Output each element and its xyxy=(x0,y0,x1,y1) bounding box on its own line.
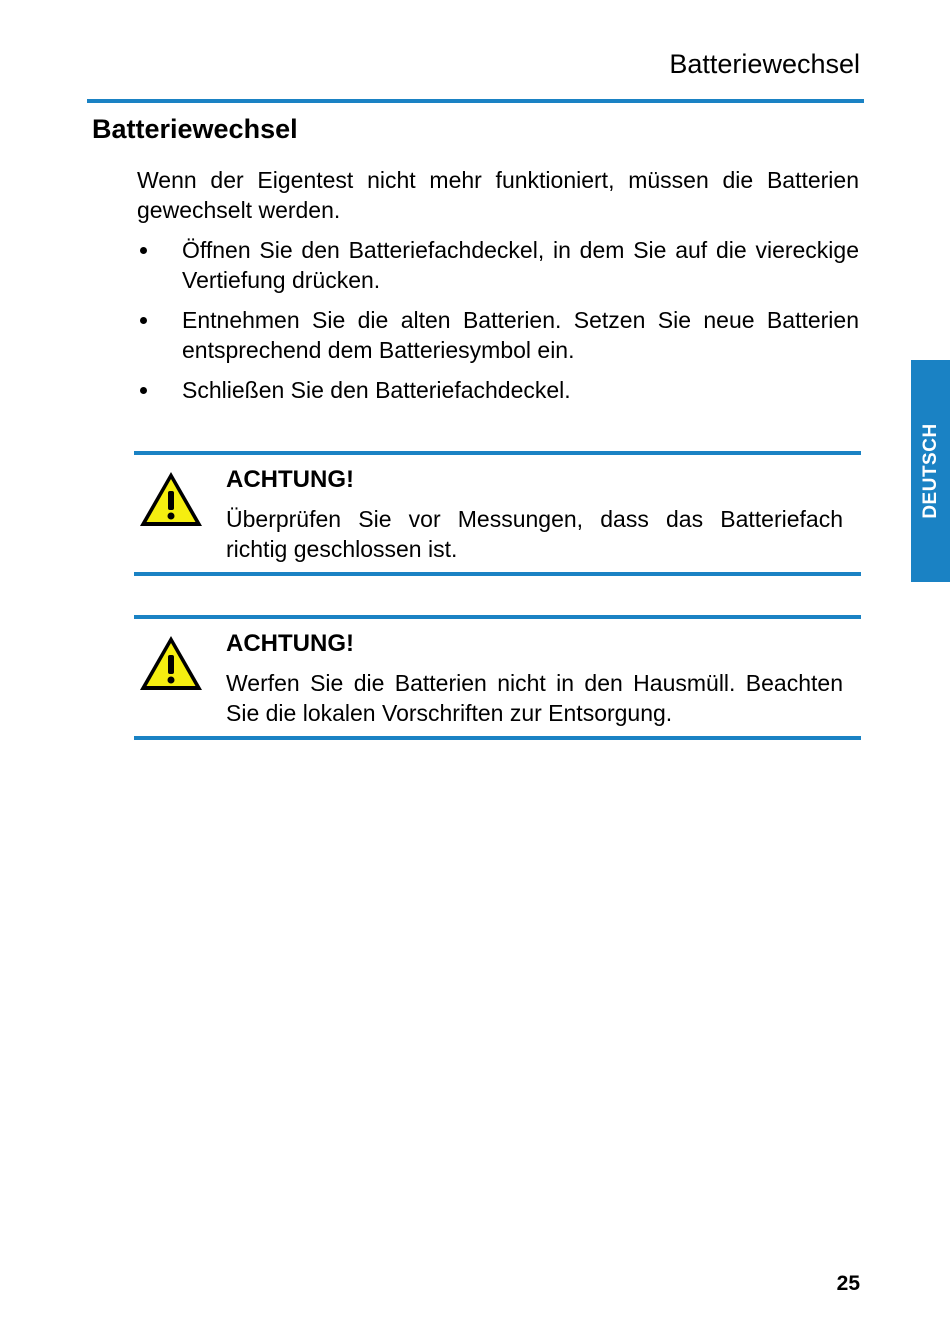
warning-text: Werfen Sie die Batterien nicht in den Hausmüll. Beachten Sie die lokalen Vorschriften zur Entsorgung. xyxy=(226,670,843,726)
language-side-tab xyxy=(911,360,950,582)
warning-text: Überprüfen Sie vor Messungen, dass das Batteriefach richtig geschlossen ist. xyxy=(226,506,843,562)
list-item xyxy=(137,375,859,405)
warning-box xyxy=(134,615,861,742)
warning-title: ACHTUNG! xyxy=(226,630,354,657)
list-item xyxy=(137,305,859,365)
warning-top-rule xyxy=(134,451,861,455)
bullet-icon xyxy=(140,387,147,394)
bullet-icon xyxy=(140,317,147,324)
warning-bottom-rule xyxy=(134,736,861,740)
page-number: 25 xyxy=(836,1272,860,1295)
section-heading: Batteriewechsel xyxy=(92,114,298,144)
warning-bottom-rule xyxy=(134,572,861,576)
warning-triangle-icon xyxy=(138,470,204,528)
header-rule xyxy=(87,99,864,103)
list-item-text: Schließen Sie den Batteriefachdeckel. xyxy=(182,377,571,403)
warning-title: ACHTUNG! xyxy=(226,466,354,493)
instruction-list xyxy=(137,235,859,415)
intro-paragraph: Wenn der Eigentest nicht mehr funktioniert, müssen die Batterien gewechselt werden. xyxy=(137,167,859,223)
warning-box xyxy=(134,451,861,578)
list-item xyxy=(137,235,859,295)
page-header-title: Batteriewechsel xyxy=(669,49,860,79)
warning-top-rule xyxy=(134,615,861,619)
list-item-text: Entnehmen Sie die alten Batterien. Setzen Sie neue Batterien entsprechend dem Batteriesymbol ein. xyxy=(182,307,859,363)
bullet-icon xyxy=(140,247,147,254)
language-side-tab-label: DEUTSCH xyxy=(919,423,941,519)
list-item-text: Öffnen Sie den Batteriefachdeckel, in dem Sie auf die viereckige Vertiefung drücken. xyxy=(182,237,859,293)
warning-triangle-icon xyxy=(138,634,204,692)
